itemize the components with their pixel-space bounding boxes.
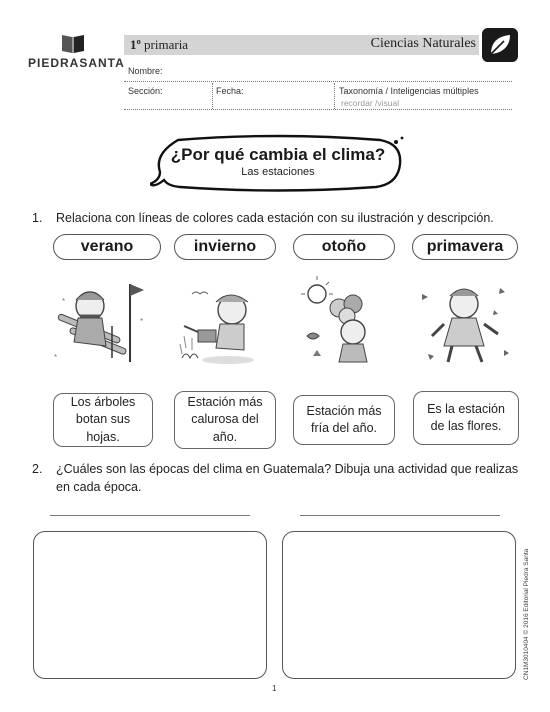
question-2-number: 2.	[32, 462, 43, 476]
question-1-text: Relaciona con líneas de colores cada estación con su ilustración y descripción.	[56, 211, 494, 225]
child-leaves-illustration[interactable]	[414, 274, 516, 370]
description-box[interactable]: Estación más calurosa del año.	[174, 391, 276, 449]
name-label: Nombre:	[128, 66, 163, 76]
drawing-box[interactable]	[33, 531, 267, 679]
child-watering-illustration[interactable]	[172, 274, 274, 370]
description-box[interactable]: Es la estación de las flores.	[413, 391, 519, 445]
section-label: Sección:	[128, 86, 163, 96]
taxonomy-label: Taxonomía / Inteligencias múltiples	[339, 86, 479, 96]
page-number: 1	[272, 684, 277, 693]
description-box[interactable]: Estación más fría del año.	[293, 395, 395, 445]
season-pill-otono[interactable]: otoño	[293, 234, 395, 260]
date-label: Fecha:	[216, 86, 244, 96]
subject-title: Ciencias Naturales	[370, 36, 476, 51]
copyright-note: CN1M3010404 © 2016 Editorial Piedra Santa	[523, 548, 530, 680]
name-line[interactable]	[124, 81, 512, 82]
season-pill-verano[interactable]: verano	[53, 234, 161, 260]
grade-word: primaria	[144, 37, 189, 52]
book-logo-icon	[60, 32, 86, 54]
answer-line[interactable]	[50, 515, 250, 516]
grade-label	[130, 37, 188, 53]
question-2-text: ¿Cuáles son las épocas del clima en Guatemala? Dibuja una actividad que realizas en cada época.	[56, 462, 519, 495]
taxonomy-values: recordar /visual	[341, 98, 400, 108]
answer-line[interactable]	[300, 515, 500, 516]
description-box[interactable]: Los árboles botan sus hojas.	[53, 393, 153, 447]
leaf-icon	[482, 28, 518, 62]
field-divider	[334, 83, 335, 109]
svg-text:*: *	[62, 297, 66, 306]
worksheet-subtitle: Las estaciones	[241, 166, 315, 178]
field-divider	[212, 83, 213, 109]
grade-number: 1º	[130, 37, 141, 52]
worksheet-title: ¿Por qué cambia el clima?	[170, 145, 386, 164]
drawing-box[interactable]	[282, 531, 516, 679]
child-balloons-illustration[interactable]	[293, 274, 395, 370]
brand-logo-text: PIEDRASANTA	[28, 56, 125, 70]
season-pill-primavera[interactable]: primavera	[412, 234, 518, 260]
section-line	[124, 109, 512, 110]
svg-text:*: *	[140, 317, 144, 326]
svg-text:*: *	[54, 353, 58, 362]
season-pill-invierno[interactable]: invierno	[174, 234, 276, 260]
question-1-number: 1.	[32, 211, 43, 225]
child-skiing-illustration[interactable]	[50, 274, 152, 370]
